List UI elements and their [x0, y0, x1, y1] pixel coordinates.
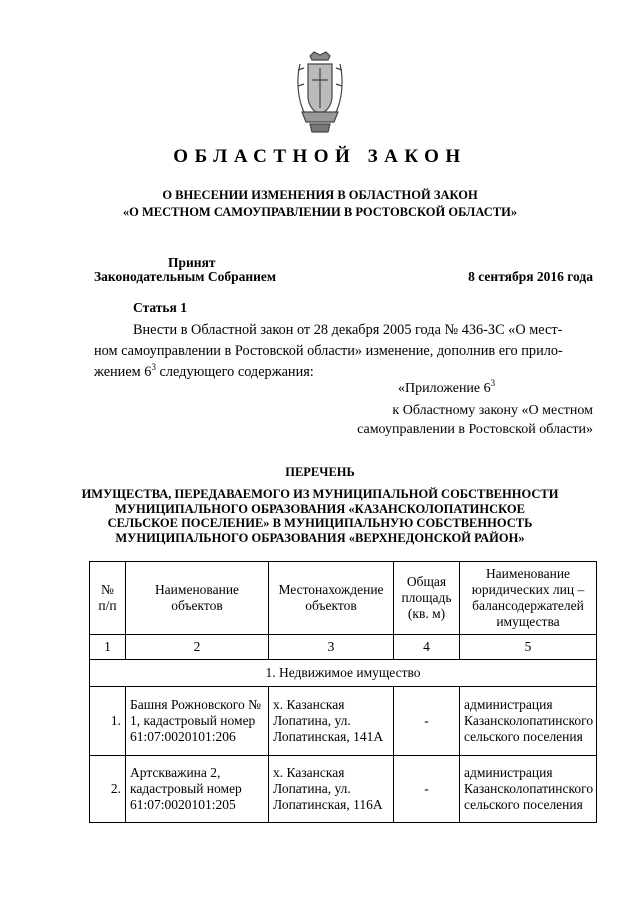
column-number: 4 — [394, 635, 460, 660]
list-heading-line-1: ИМУЩЕСТВА, ПЕРЕДАВАЕМОГО ИЗ МУНИЦИПАЛЬНОЙ СОБСТВЕННОСТИ — [81, 487, 559, 501]
paragraph-line-1: Внести в Областной закон от 28 декабря 2005 года № 436-ЗС «О мест- — [133, 322, 563, 338]
adopted-label: Принят — [168, 255, 216, 270]
list-heading-line-2: МУНИЦИПАЛЬНОГО ОБРАЗОВАНИЯ «КАЗАНСКОЛОПАТИНСКОЕ — [115, 501, 525, 516]
appendix-label — [398, 378, 496, 397]
subtitle-line-2: «О МЕСТНОМ САМОУПРАВЛЕНИИ В РОСТОВСКОЙ ОБЛАСТИ» — [122, 205, 518, 219]
row-object-name: Артскважина 2, кадастровый номер 61:07:0020101:205 — [126, 756, 269, 823]
appendix-line-2: к Областному закону «О местном — [392, 403, 593, 418]
column-number: 1 — [90, 635, 126, 660]
row-area: - — [394, 687, 460, 756]
list-title: ПЕРЕЧЕНЬ — [285, 465, 355, 479]
section-title: 1. Недвижимое имущество — [90, 660, 597, 687]
document-title: ОБЛАСТНОЙ ЗАКОН — [173, 146, 467, 167]
paragraph-line-3-pre: жением 6 — [94, 364, 152, 380]
list-heading-line-4: МУНИЦИПАЛЬНОГО ОБРАЗОВАНИЯ «ВЕРХНЕДОНСКОЙ РАЙОН» — [115, 530, 525, 545]
document-subtitle — [60, 187, 580, 221]
table-header-row — [90, 562, 597, 635]
row-object-name: Башня Рожновского № 1, кадастровый номер 61:07:0020101:206 — [126, 687, 269, 756]
subtitle-line-1: О ВНЕСЕНИИ ИЗМЕНЕНИЯ В ОБЛАСТНОЙ ЗАКОН — [162, 188, 478, 202]
header-location: Местонахождение объектов — [269, 562, 394, 635]
appendix-line-3: самоуправлении в Ростовской области» — [357, 422, 593, 437]
article-heading: Статья 1 — [133, 300, 187, 315]
property-table — [89, 561, 597, 823]
row-location: х. Казанская Лопатина, ул. Лопатинская, 141А — [269, 687, 394, 756]
list-heading-line-3: СЕЛЬСКОЕ ПОСЕЛЕНИЕ» В МУНИЦИПАЛЬНУЮ СОБСТВЕННОСТЬ — [107, 516, 533, 530]
adopted-date: 8 сентября 2016 года — [468, 269, 593, 284]
table-row — [90, 687, 597, 756]
paragraph-line-3 — [94, 362, 314, 383]
row-holder: администрация Казансколопатинского сельского поселения — [460, 687, 597, 756]
column-number: 5 — [460, 635, 597, 660]
paragraph-line-3-post: следующего содержания: — [155, 364, 314, 380]
appendix-label-text: «Приложение 6 — [398, 381, 491, 396]
appendix-superscript: 3 — [490, 378, 496, 388]
row-holder: администрация Казансколопатинского сельского поселения — [460, 756, 597, 823]
appendix-reference — [357, 401, 593, 439]
row-number: 1. — [90, 687, 126, 756]
paragraph-superscript: 3 — [151, 362, 156, 372]
column-number: 3 — [269, 635, 394, 660]
header-name: Наименование объектов — [126, 562, 269, 635]
row-location: х. Казанская Лопатина, ул. Лопатинская, 116А — [269, 756, 394, 823]
row-area: - — [394, 756, 460, 823]
header-number: № п/п — [90, 562, 126, 635]
table-section-row — [90, 660, 597, 687]
list-heading — [60, 487, 580, 545]
header-holder: Наименование юридических лиц – балансодержателей имущества — [460, 562, 597, 635]
paragraph-line-2: ном самоуправлении в Ростовской области» изменение, дополнив его прило- — [94, 343, 563, 359]
adopted-body: Законодательным Собранием — [94, 269, 277, 284]
row-number: 2. — [90, 756, 126, 823]
table-column-numbers — [90, 635, 597, 660]
column-number: 2 — [126, 635, 269, 660]
rostov-coat-of-arms-icon — [294, 50, 346, 135]
header-area: Общая площадь (кв. м) — [394, 562, 460, 635]
table-row — [90, 756, 597, 823]
